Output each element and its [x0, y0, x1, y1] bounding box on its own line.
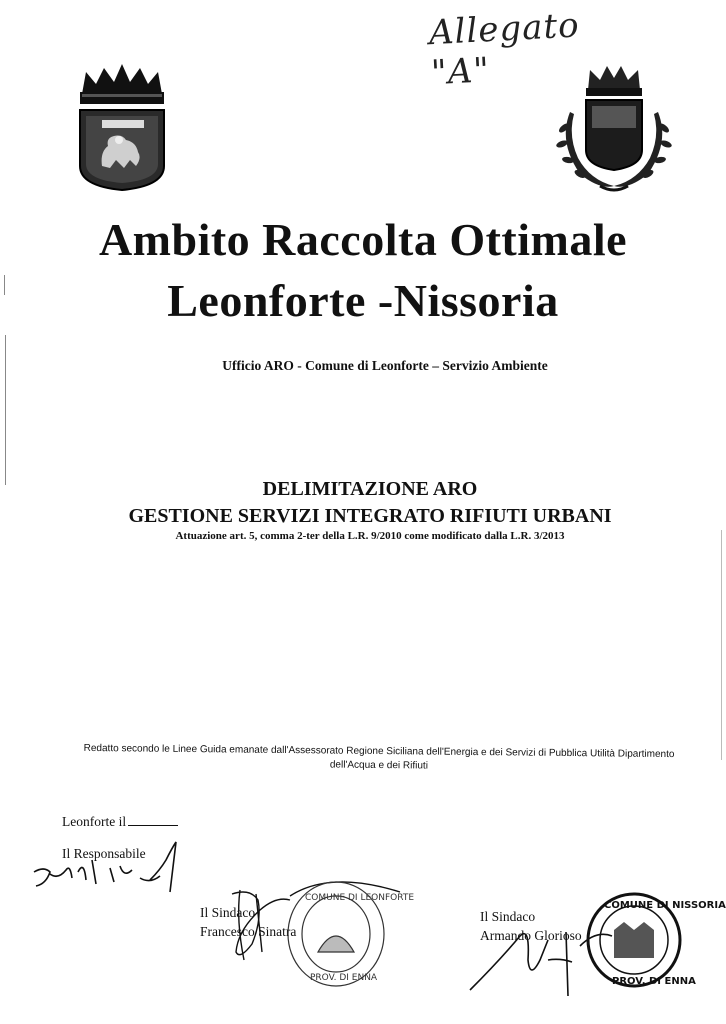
mayor-nissoria-name: Armando Glorioso — [480, 928, 582, 943]
svg-text:PROV. DI ENNA: PROV. DI ENNA — [310, 973, 378, 983]
guidelines-note-line2: dell'Acqua e dei Rifiuti — [329, 759, 429, 772]
mayor-leonforte-name: Francesco Sinatra — [200, 924, 297, 939]
subject-heading: DELIMITAZIONE ARO — [262, 478, 478, 500]
place-date-field — [62, 814, 178, 830]
svg-text:PROV. DI ENNA: PROV. DI ENNA — [612, 976, 696, 987]
handwritten-annotation: Allegato "A" — [428, 5, 581, 94]
document-title-line2: Leonforte -Nissoria — [167, 275, 559, 326]
scan-edge-right — [721, 530, 722, 760]
nissoria-stamp-icon — [588, 894, 726, 987]
mayor-nissoria-block — [480, 907, 582, 945]
subject-subheading: GESTIONE SERVIZI INTEGRATO RIFIUTI URBANI — [128, 505, 612, 527]
guidelines-note — [68, 742, 690, 777]
mayor-leonforte-block — [200, 903, 296, 941]
office-subtitle: Ufficio ARO - Comune di Leonforte – Servizio Ambiente — [222, 358, 548, 373]
svg-text:COMUNE DI LEONFORTE: COMUNE DI LEONFORTE — [305, 893, 415, 903]
leonforte-stamp-icon — [288, 882, 414, 986]
nissoria-crest-icon — [550, 62, 678, 197]
leonforte-crest-icon — [72, 62, 172, 192]
guidelines-note-line1: Redatto secondo le Linee Guida emanate dall'Assessorato Regione Siciliana dell'Energia e dei Servizi di Pubblica Utilità Dipartimento — [83, 742, 675, 761]
date-blank-line — [128, 825, 178, 826]
mayor-nissoria-title: Il Sindaco — [480, 909, 536, 924]
document-title-line1: Ambito Raccolta Ottimale — [98, 214, 628, 265]
svg-text:COMUNE DI NISSORIA: COMUNE DI NISSORIA — [604, 900, 726, 911]
place-label: Leonforte il — [62, 814, 127, 829]
responsible-label: Il Responsabile — [62, 846, 146, 861]
legal-reference: Attuazione art. 5, comma 2-ter della L.R. 9/2010 come modificato dalla L.R. 3/2013 — [175, 530, 565, 542]
mayor-leonforte-title: Il Sindaco — [200, 905, 256, 920]
